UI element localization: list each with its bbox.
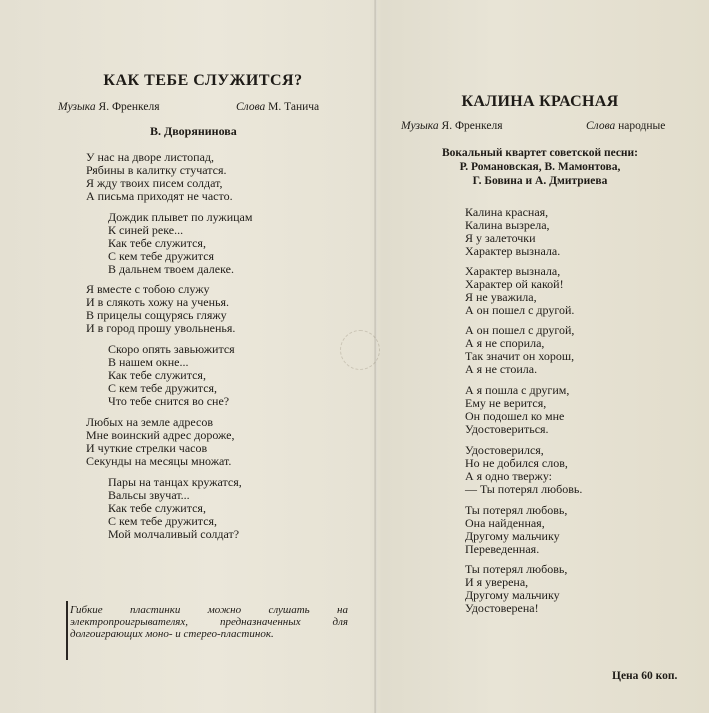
song2-stanza — [465, 563, 567, 615]
lyric-line: Я жду твоих писем солдат, — [86, 175, 223, 190]
lyric-line: В нашем окне... — [108, 354, 189, 369]
lyric-line: А я одно твержу: — [465, 468, 552, 483]
lyric-line: А он пошел с другой, — [465, 323, 575, 337]
song1-music-credit — [58, 101, 159, 113]
lyric-line: А письма приходят не часто. — [86, 188, 233, 203]
lyric-line: А он пошел с другой. — [465, 302, 575, 317]
lyric-line: Как тебе служится, — [108, 367, 206, 382]
song1-refrain — [108, 476, 242, 540]
lyric-line: Характер ой какой! — [465, 276, 564, 291]
song1-stanza — [86, 283, 235, 335]
song1-music-label: Музыка — [58, 101, 96, 113]
song2-stanza — [465, 265, 574, 317]
lyric-line: А я не стоила. — [465, 361, 538, 376]
song2-music-label: Музыка — [401, 120, 439, 132]
lyric-line: С кем тебе дружится, — [108, 380, 218, 395]
song1-words-credit — [236, 101, 319, 113]
song2-stanza — [465, 444, 582, 496]
song2-music-author: Я. Френкеля — [441, 120, 503, 132]
lyric-line: Рябины в калитку стучатся. — [86, 162, 227, 177]
lyric-line: Удостоверена! — [465, 600, 539, 615]
performers-line: Вокальный квартет советской песни: — [441, 147, 639, 159]
lyric-line: Я у залеточки — [465, 230, 536, 245]
performers-line: Р. Романовская, В. Мамонтова, — [459, 161, 621, 173]
song1-words-label: Слова — [236, 101, 266, 113]
lyric-line: Калина вызрела, — [465, 217, 550, 232]
lyric-line: Я вместе с тобою служу — [86, 282, 210, 296]
song2-music-credit — [401, 120, 502, 132]
lyric-line: Я не уважила, — [465, 289, 537, 304]
lyric-line: Переведенная. — [465, 541, 540, 556]
lyric-line: Ты потерял любовь, — [465, 503, 568, 517]
lyric-line: Что тебе снится во сне? — [108, 393, 230, 408]
lyric-line: Мой молчаливый солдат? — [108, 526, 240, 541]
song1-refrain — [108, 343, 235, 407]
lyric-line: Мне воинский адрес дороже, — [86, 427, 235, 442]
lyric-line: А я пошла с другим, — [465, 383, 570, 397]
lyric-line: Ему не верится, — [465, 395, 547, 410]
lyric-line: Удостовериться. — [465, 421, 549, 436]
lyric-line: Он подошел ко мне — [465, 408, 565, 423]
lyric-line: Другому мальчику — [465, 587, 560, 602]
lyric-line: В прицелы сощурясь гляжу — [86, 307, 227, 322]
lyric-line: И в слякоть хожу на ученья. — [86, 294, 230, 309]
lyric-line: Секунды на месяцы множат. — [86, 453, 232, 468]
song2-words-credit — [586, 120, 665, 132]
song2-stanza — [465, 324, 574, 376]
lyric-line: И я уверена, — [465, 574, 529, 589]
song2-stanza — [465, 384, 569, 436]
song1-performer: В. Дворянинова — [150, 124, 237, 138]
song2-stanza — [465, 206, 560, 258]
lyric-line: Так значит он хорош, — [465, 348, 575, 363]
song1-stanza — [86, 151, 233, 203]
lyric-line: А я не спорила, — [465, 335, 545, 350]
price-label: Цена 60 коп. — [612, 670, 678, 682]
song2-stanza — [465, 504, 567, 556]
lyric-line: Как тебе служится, — [108, 235, 206, 250]
lyric-line: И в город прошу увольненья. — [86, 320, 236, 335]
song2-title: КАЛИНА КРАСНАЯ — [461, 93, 619, 110]
performers-line: Г. Бовина и А. Дмитриева — [472, 175, 608, 187]
lyric-line: Она найденная, — [465, 515, 545, 530]
lyric-line: Дождик плывет по лужицам — [108, 210, 253, 224]
lyric-line: В дальнем твоем далеке. — [108, 261, 234, 276]
lyric-line: Пары на танцах кружатся, — [108, 475, 242, 489]
song1-stanza — [86, 416, 235, 468]
lyric-line: Но не добился слов, — [465, 455, 568, 470]
lyric-line: Скоро опять завьюжится — [108, 342, 235, 356]
lyric-line: — Ты потерял любовь. — [465, 481, 583, 496]
lyric-line: Вальсы звучат... — [108, 487, 190, 502]
song1-refrain — [108, 211, 252, 275]
song1-music-author: Я. Френкеля — [98, 101, 160, 113]
song2-words-author: народные — [618, 120, 666, 132]
lyric-line: Ты потерял любовь, — [465, 562, 568, 576]
center-hole-mark — [340, 330, 380, 370]
song2-performers — [385, 146, 695, 188]
playback-note: Гибкие пластинки можно слушать на электропроигрывателях, предназначенных для долгоиграющих моно- и стерео-пластинок. — [70, 604, 348, 641]
lyric-line: К синей реке... — [108, 222, 184, 237]
song1-title: КАК ТЕБЕ СЛУЖИТСЯ? — [103, 72, 303, 89]
lyric-line: У нас на дворе листопад, — [86, 150, 215, 164]
lyric-line: С кем тебе дружится, — [108, 513, 218, 528]
lyric-line: И чуткие стрелки часов — [86, 440, 208, 455]
lyric-line: Характер вызнала, — [465, 264, 561, 278]
lyric-line: С кем тебе дружится — [108, 248, 215, 263]
lyric-line: Удостоверился, — [465, 443, 544, 457]
song2-words-label: Слова — [586, 120, 616, 132]
lyric-line: Характер вызнала. — [465, 243, 561, 258]
lyric-line: Калина красная, — [465, 205, 549, 219]
note-marker-bar — [66, 601, 68, 660]
lyric-line: Другому мальчику — [465, 528, 560, 543]
lyric-line: Любых на земле адресов — [86, 415, 214, 429]
song1-words-author: М. Танича — [268, 101, 320, 113]
lyric-line: Как тебе служится, — [108, 500, 206, 515]
